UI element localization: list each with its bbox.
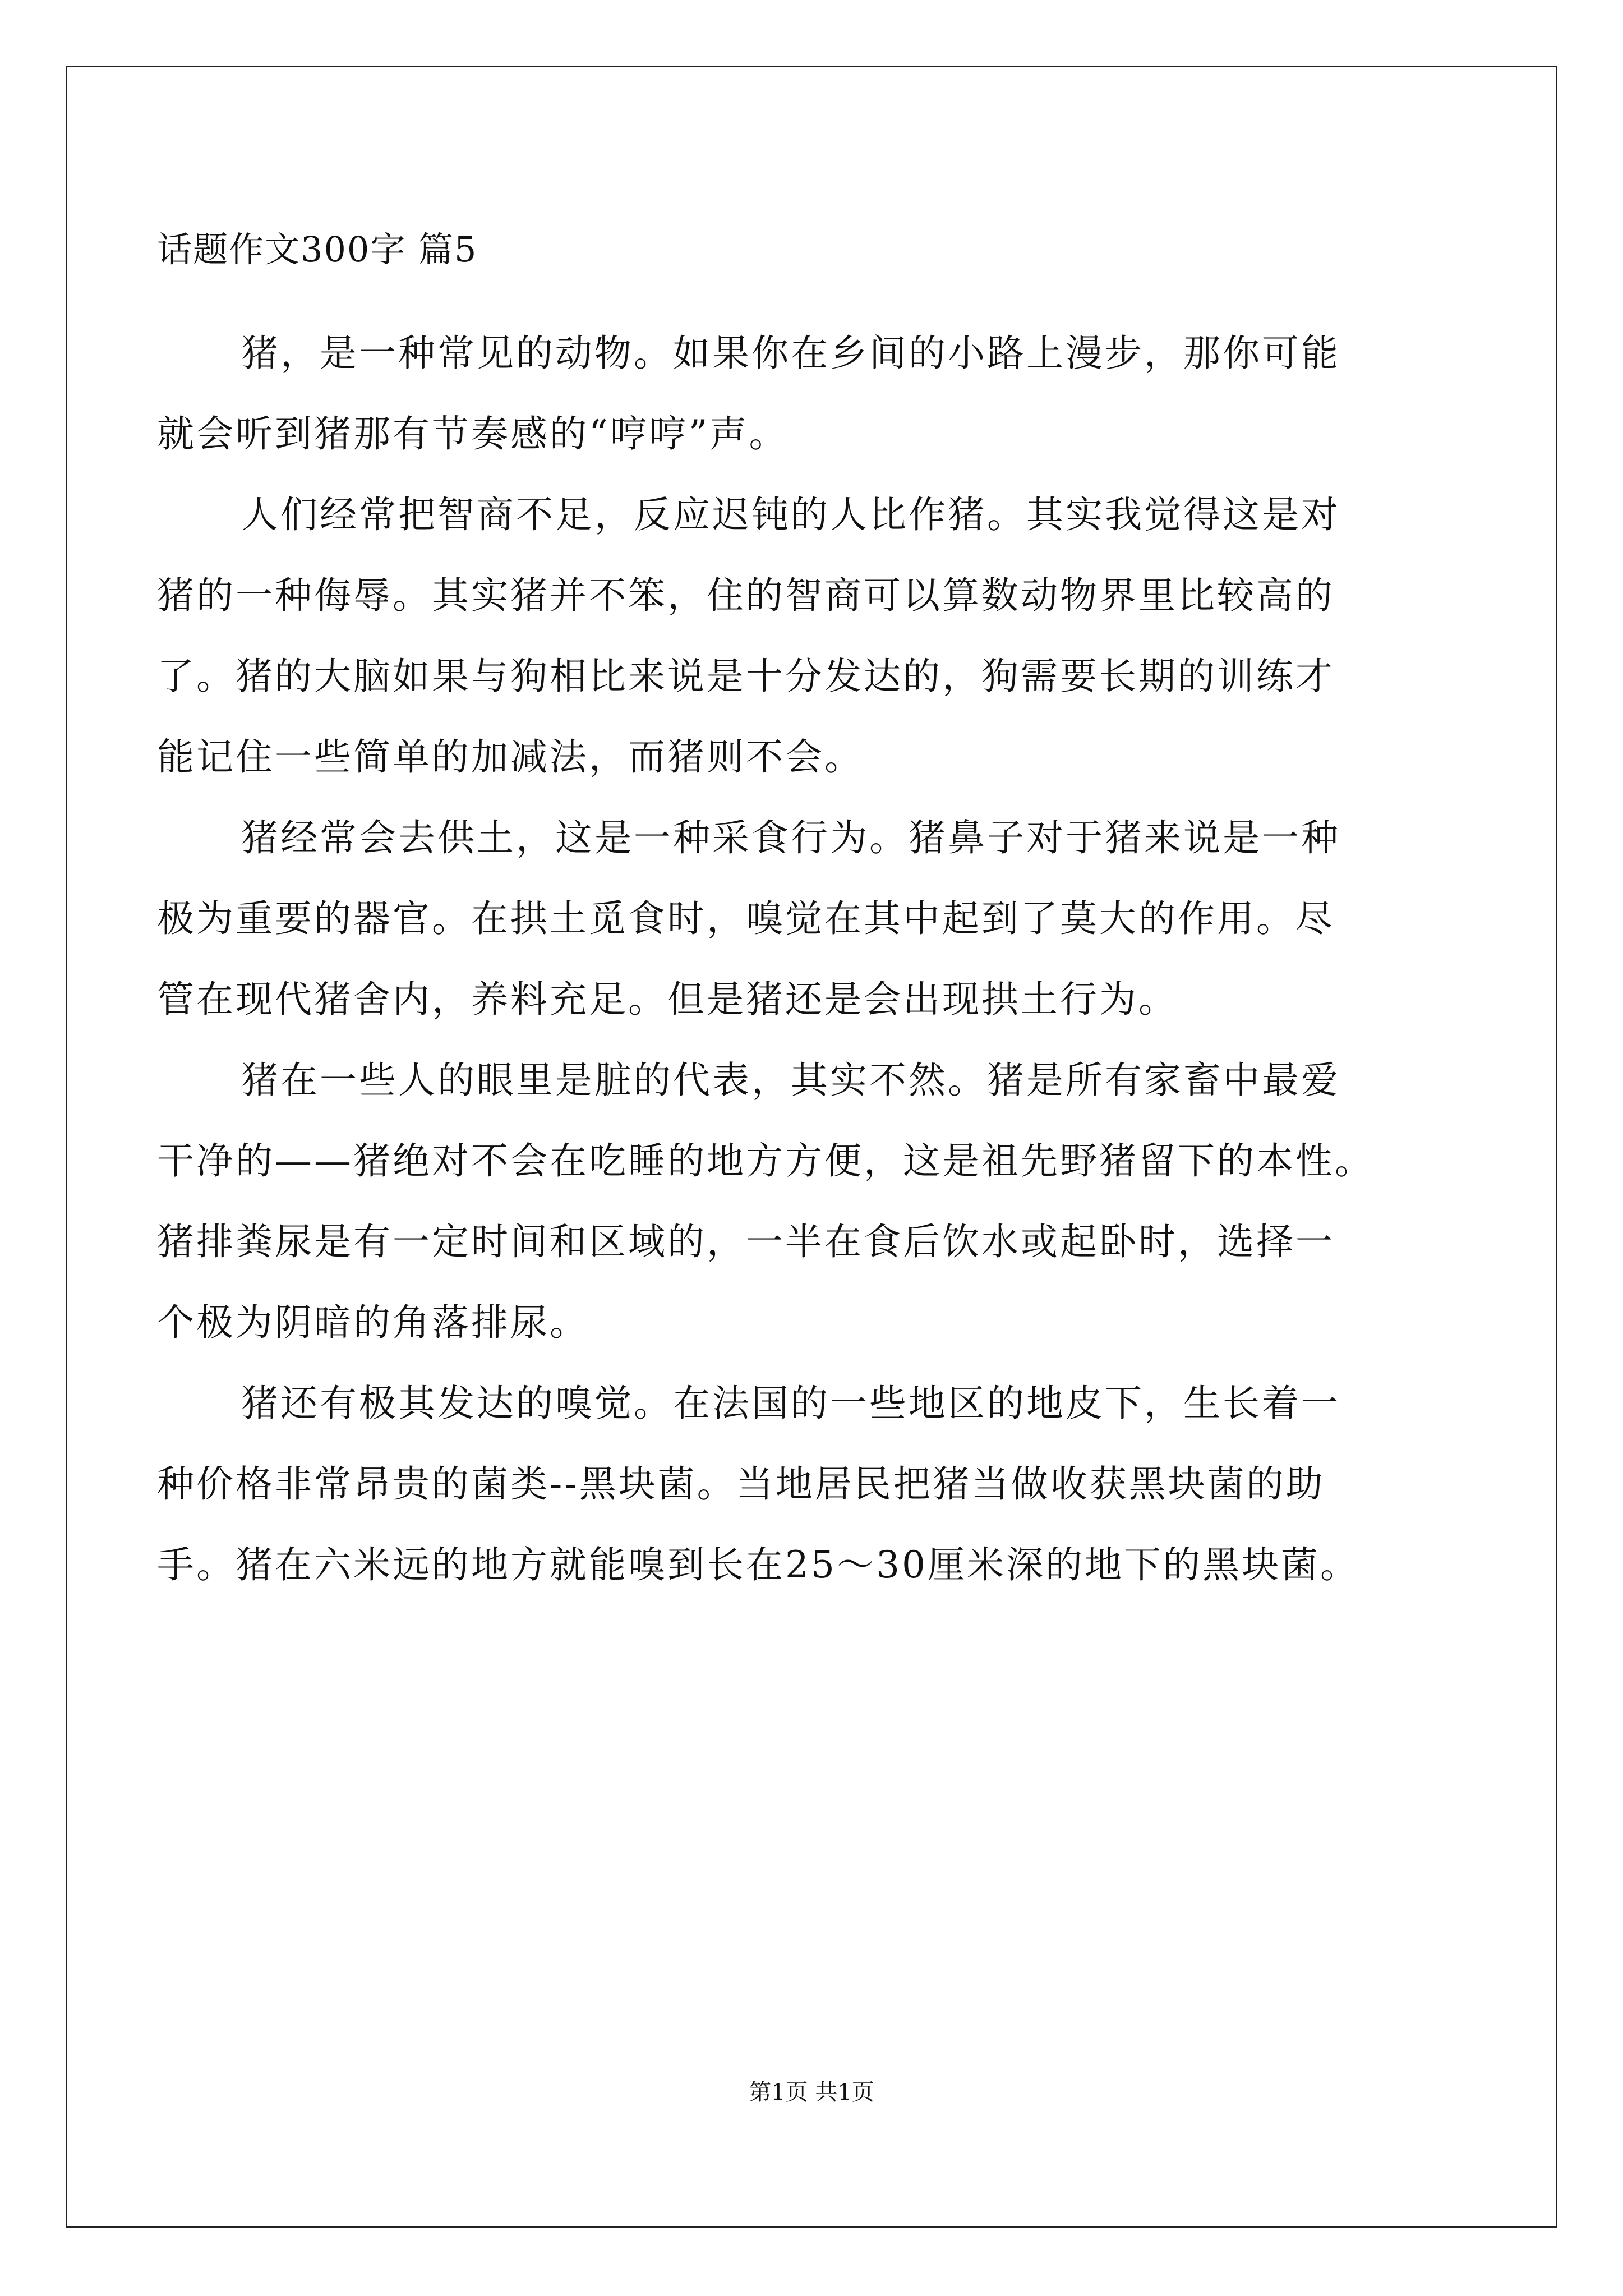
paragraph-1-line-1: 猪，是一种常见的动物。如果你在乡间的小路上漫步，那你可能 bbox=[241, 332, 1340, 375]
document-body bbox=[157, 313, 1458, 1605]
paragraph-3-line-2: 极为重要的器官。在拱土觅食时，嗅觉在其中起到了莫大的作用。尽 bbox=[157, 897, 1335, 940]
page-number-footer: 第1页 共1页 bbox=[749, 2079, 874, 2105]
paragraph-4-line-2: 干净的——猪绝对不会在吃睡的地方方便，这是祖先野猪留下的本性。 bbox=[157, 1139, 1374, 1182]
paragraph-2-line-1: 人们经常把智商不足，反应迟钝的人比作猪。其实我觉得这是对 bbox=[241, 493, 1340, 536]
paragraph-3-line-3: 管在现代猪舍内，养料充足。但是猪还是会出现拱土行为。 bbox=[157, 978, 1178, 1021]
paragraph-5-line-3: 手。猪在六米远的地方就能嗅到长在25～30厘米深的地下的黑块菌。 bbox=[157, 1543, 1359, 1586]
paragraph-4-line-1: 猪在一些人的眼里是脏的代表，其实不然。猪是所有家畜中最爱 bbox=[241, 1059, 1340, 1102]
paragraph-2-line-4: 能记住一些简单的加减法，而猪则不会。 bbox=[157, 735, 864, 779]
paragraph-4-line-4: 个极为阴暗的角落排尿。 bbox=[157, 1301, 589, 1344]
paragraph-1-line-2: 就会听到猪那有节奏感的“哼哼”声。 bbox=[157, 412, 789, 455]
document-heading: 话题作文300字 篇5 bbox=[157, 229, 478, 270]
paragraph-4-line-3: 猪排粪尿是有一定时间和区域的，一半在食后饮水或起卧时，选择一 bbox=[157, 1220, 1335, 1263]
paragraph-5-line-1: 猪还有极其发达的嗅觉。在法国的一些地区的地皮下，生长着一 bbox=[241, 1382, 1340, 1425]
paragraph-2-line-2: 猪的一种侮辱。其实猪并不笨，住的智商可以算数动物界里比较高的 bbox=[157, 574, 1335, 617]
paragraph-3-line-1: 猪经常会去供土，这是一种采食行为。猪鼻子对于猪来说是一种 bbox=[241, 816, 1340, 859]
paragraph-5-line-2: 种价格非常昂贵的菌类--黑块菌。当地居民把猪当做收获黑块菌的助 bbox=[157, 1462, 1325, 1506]
paragraph-2-line-3: 了。猪的大脑如果与狗相比来说是十分发达的，狗需要长期的训练才 bbox=[157, 655, 1335, 698]
